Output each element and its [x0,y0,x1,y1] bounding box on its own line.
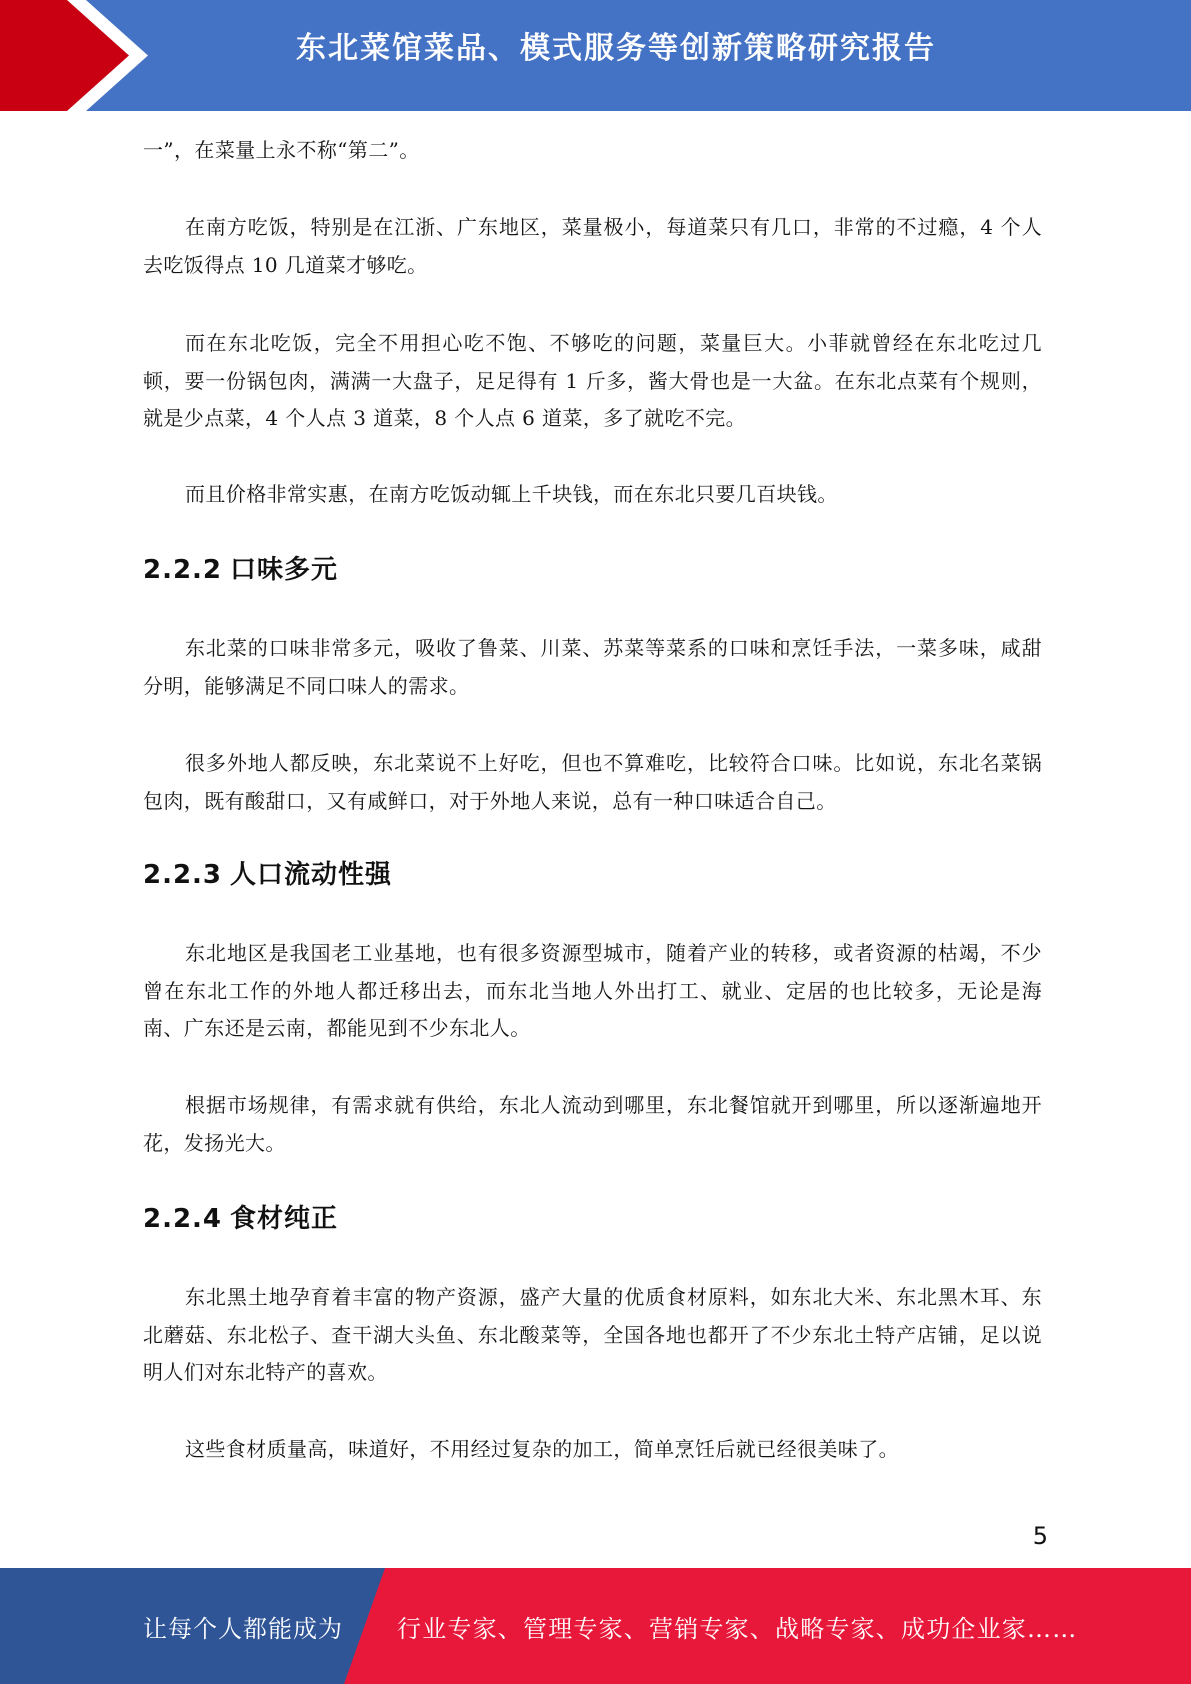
page-header [0,0,1191,111]
section-number: 2.2.2 [143,555,223,585]
section-title: 人口流动性强 [230,860,393,890]
text-line: 这些食材质量高，味道好，不用经过复杂的加工，简单烹饪后就已经很美味了。 [185,1437,899,1461]
text-line: 在南方吃饭，特别是在江浙、广东地区，菜量极小，每道菜只有几口，非常的不过瘾，4 个人 [185,215,1042,239]
section-heading [143,856,392,894]
text-line: 东北地区是我国老工业基地，也有很多资源型城市，随着产业的转移，或者资源的枯竭，不少 [185,941,1042,965]
text-line: 明人们对东北特产的喜欢。 [143,1360,388,1384]
text-line: 曾在东北工作的外地人都迁移出去，而东北当地人外出打工、就业、定居的也比较多，无论是海 [143,978,1042,1003]
page-number: 5 [1032,1522,1048,1550]
paragraph [143,935,1042,1048]
text-line: 包肉，既有酸甜口，又有咸鲜口，对于外地人来说，总有一种口味适合自己。 [143,788,837,813]
report-title: 东北菜馆菜品、模式服务等创新策略研究报告 [296,31,936,66]
text-line: 而在东北吃饭，完全不用担心吃不饱、不够吃的问题，菜量巨大。小菲就曾经在东北吃过几 [185,331,1042,355]
text-line: 而且价格非常实惠，在南方吃饭动辄上千块钱，而在东北只要几百块钱。 [185,482,838,506]
text-line: 东北黑土地孕育着丰富的物产资源，盛产大量的优质食材原料，如东北大米、东北黑木耳、东 [185,1285,1042,1309]
text-line: 花，发扬光大。 [143,1130,286,1155]
text-line: 东北菜的口味非常多元，吸收了鲁菜、川菜、苏菜等菜系的口味和烹饪手法，一菜多味，咸甜 [185,636,1042,660]
text-line: 根据市场规律，有需求就有供给，东北人流动到哪里，东北餐馆就开到哪里，所以逐渐遍地开 [185,1093,1042,1117]
section-title: 口味多元 [230,555,339,585]
section-number: 2.2.3 [143,860,223,890]
section-heading [143,1200,338,1238]
paragraph [143,630,1042,705]
paragraph [143,745,1042,820]
paragraph [143,1431,1042,1469]
text-line: 南、广东还是云南，都能见到不少东北人。 [143,1016,531,1040]
paragraph [143,1087,1042,1162]
paragraph [143,132,1042,170]
paragraph [143,209,1042,284]
text-line: 分明，能够满足不同口味人的需求。 [143,673,470,698]
section-title: 食材纯正 [230,1204,339,1234]
section-heading [143,551,338,589]
text-line: 顿，要一份锅包肉，满满一大盘子，足足得有 1 斤多，酱大骨也是一大盆。在东北点菜有个规则， [143,368,1042,393]
paragraph [143,1279,1042,1392]
text-line: 北蘑菇、东北松子、查干湖大头鱼、东北酸菜等，全国各地也都开了不少东北土特产店铺，足以说 [143,1322,1042,1347]
chevron-arrow-icon [0,0,160,111]
section-number: 2.2.4 [143,1204,223,1234]
text-line: 去吃饭得点 10 几道菜才够吃。 [143,252,428,277]
text-line: 很多外地人都反映，东北菜说不上好吃，但也不算难吃，比较符合口味。比如说，东北名菜锅 [185,751,1042,775]
paragraph [143,476,1042,514]
paragraph [143,325,1042,438]
footer-slogan-lead: 让每个人都能成为 [143,1615,343,1643]
text-line: 一”，在菜量上永不称“第二”。 [143,138,420,162]
page-footer [0,1568,1191,1684]
footer-slogan-roles: 行业专家、管理专家、营销专家、战略专家、成功企业家…… [397,1615,1078,1643]
text-line: 就是少点菜，4 个人点 3 道菜，8 个人点 6 道菜，多了就吃不完。 [143,406,747,430]
